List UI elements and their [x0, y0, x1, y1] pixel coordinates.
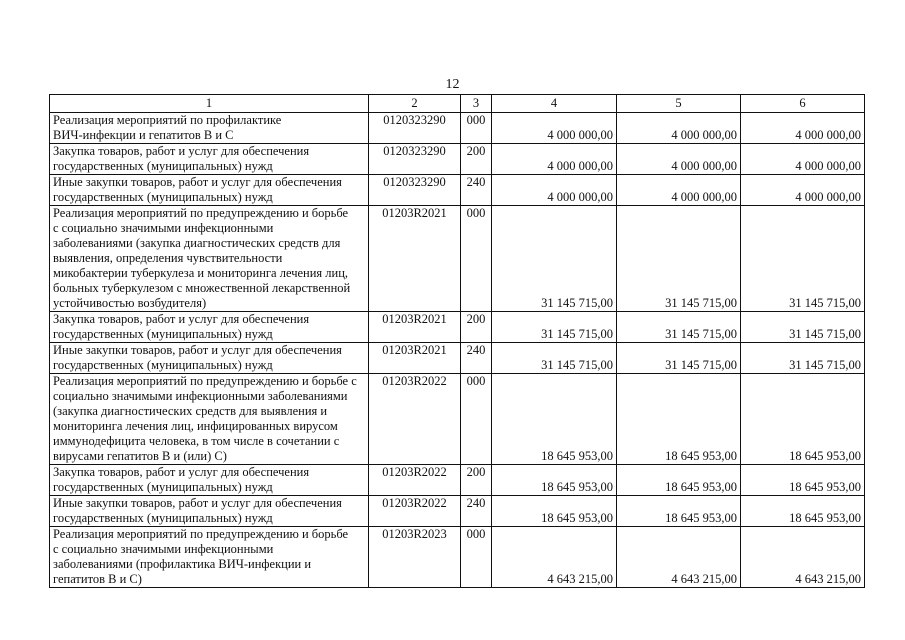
- table-row: [50, 496, 865, 527]
- amount-cell: 4 000 000,00: [492, 113, 617, 144]
- expense-type-code-cell: 200: [461, 465, 492, 496]
- row-name-cell: Закупка товаров, работ и услуг для обеспечения государственных (муниципальных) нужд: [50, 465, 369, 496]
- column-header-3: 3: [461, 95, 492, 113]
- target-article-code-cell: 01203R2022: [369, 465, 461, 496]
- column-header-4: 4: [492, 95, 617, 113]
- table-body: [50, 113, 865, 588]
- budget-table: [49, 94, 865, 588]
- column-number-row: [50, 95, 865, 113]
- amount-cell: 4 643 215,00: [492, 527, 617, 588]
- amount-cell: 31 145 715,00: [617, 312, 741, 343]
- target-article-code-cell: 0120323290: [369, 175, 461, 206]
- row-name-cell: Иные закупки товаров, работ и услуг для обеспечения государственных (муниципальных) нужд: [50, 343, 369, 374]
- amount-cell: 18 645 953,00: [741, 465, 865, 496]
- table-row: [50, 343, 865, 374]
- page-number: 12: [445, 77, 460, 92]
- row-name-cell: Иные закупки товаров, работ и услуг для обеспечения государственных (муниципальных) нужд: [50, 175, 369, 206]
- column-header-1: 1: [50, 95, 369, 113]
- row-name-cell: Закупка товаров, работ и услуг для обеспечения государственных (муниципальных) нужд: [50, 144, 369, 175]
- amount-cell: 31 145 715,00: [741, 206, 865, 312]
- expense-type-code-cell: 240: [461, 496, 492, 527]
- amount-cell: 18 645 953,00: [492, 465, 617, 496]
- amount-cell: 4 000 000,00: [617, 144, 741, 175]
- table-row: [50, 144, 865, 175]
- amount-cell: 18 645 953,00: [741, 496, 865, 527]
- expense-type-code-cell: 000: [461, 374, 492, 465]
- expense-type-code-cell: 240: [461, 343, 492, 374]
- target-article-code-cell: 01203R2021: [369, 343, 461, 374]
- expense-type-code-cell: 200: [461, 144, 492, 175]
- target-article-code-cell: 01203R2022: [369, 374, 461, 465]
- expense-type-code-cell: 240: [461, 175, 492, 206]
- target-article-code-cell: 0120323290: [369, 113, 461, 144]
- row-name-cell: Реализация мероприятий по предупреждению и борьбе с социально значимыми инфекционными заболеваниями (профилактика ВИЧ-инфекции и гепатитов В и С): [50, 527, 369, 588]
- amount-cell: 4 000 000,00: [617, 113, 741, 144]
- row-name-cell: Реализация мероприятий по предупреждению и борьбе с социально значимыми инфекционными заболеваниями (закупка диагностических средств для выявления и мониторинга лечения лиц, инфицированных вирусом иммунодефицита человека, в том числе в сочетании с вирусами гепатитов В и (или) С): [50, 374, 369, 465]
- table-row: [50, 527, 865, 588]
- row-name-cell: Иные закупки товаров, работ и услуг для обеспечения государственных (муниципальных) нужд: [50, 496, 369, 527]
- amount-cell: 4 000 000,00: [741, 144, 865, 175]
- target-article-code-cell: 01203R2021: [369, 312, 461, 343]
- target-article-code-cell: 01203R2021: [369, 206, 461, 312]
- expense-type-code-cell: 000: [461, 113, 492, 144]
- amount-cell: 18 645 953,00: [741, 374, 865, 465]
- column-header-6: 6: [741, 95, 865, 113]
- row-name-cell: Реализация мероприятий по профилактике ВИЧ-инфекции и гепатитов В и С: [50, 113, 369, 144]
- row-name-cell: Реализация мероприятий по предупреждению и борьбе с социально значимыми инфекционными заболеваниями (закупка диагностических средств для выявления, определения чувствительности микобактерии туберкулеза и мониторинга лечения лиц, больных туберкулезом с множественной лекарственной устойчивостью возбудителя): [50, 206, 369, 312]
- table-row: [50, 374, 865, 465]
- table-row: [50, 113, 865, 144]
- table-row: [50, 175, 865, 206]
- amount-cell: 18 645 953,00: [492, 374, 617, 465]
- amount-cell: 4 000 000,00: [492, 175, 617, 206]
- amount-cell: 31 145 715,00: [741, 343, 865, 374]
- column-header-2: 2: [369, 95, 461, 113]
- amount-cell: 31 145 715,00: [492, 206, 617, 312]
- amount-cell: 31 145 715,00: [492, 343, 617, 374]
- expense-type-code-cell: 000: [461, 527, 492, 588]
- table-row: [50, 465, 865, 496]
- expense-type-code-cell: 200: [461, 312, 492, 343]
- amount-cell: 4 000 000,00: [741, 113, 865, 144]
- amount-cell: 18 645 953,00: [617, 374, 741, 465]
- expense-type-code-cell: 000: [461, 206, 492, 312]
- target-article-code-cell: 01203R2022: [369, 496, 461, 527]
- table-row: [50, 312, 865, 343]
- amount-cell: 18 645 953,00: [617, 496, 741, 527]
- amount-cell: 18 645 953,00: [617, 465, 741, 496]
- row-name-cell: Закупка товаров, работ и услуг для обеспечения государственных (муниципальных) нужд: [50, 312, 369, 343]
- amount-cell: 18 645 953,00: [492, 496, 617, 527]
- target-article-code-cell: 01203R2023: [369, 527, 461, 588]
- column-header-5: 5: [617, 95, 741, 113]
- amount-cell: 4 643 215,00: [617, 527, 741, 588]
- table-row: [50, 206, 865, 312]
- amount-cell: 31 145 715,00: [617, 343, 741, 374]
- amount-cell: 4 000 000,00: [617, 175, 741, 206]
- amount-cell: 4 643 215,00: [741, 527, 865, 588]
- amount-cell: 31 145 715,00: [617, 206, 741, 312]
- amount-cell: 4 000 000,00: [741, 175, 865, 206]
- amount-cell: 4 000 000,00: [492, 144, 617, 175]
- amount-cell: 31 145 715,00: [741, 312, 865, 343]
- target-article-code-cell: 0120323290: [369, 144, 461, 175]
- amount-cell: 31 145 715,00: [492, 312, 617, 343]
